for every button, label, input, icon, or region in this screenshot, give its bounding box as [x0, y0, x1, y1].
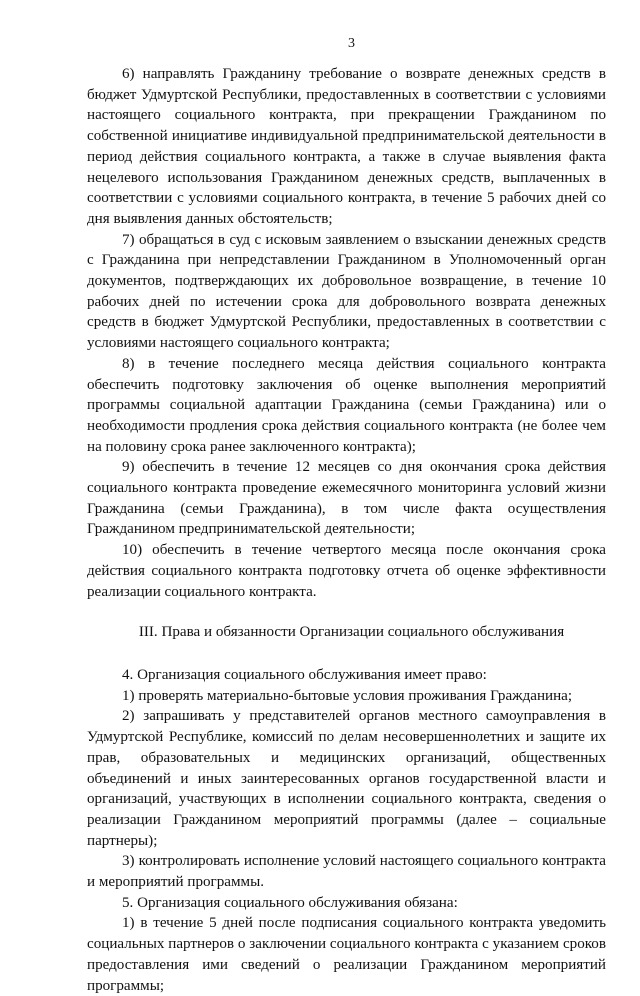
- page-number: 3: [348, 36, 355, 51]
- section-heading: III. Права и обязанности Организации социального обслуживания: [138, 624, 565, 641]
- paragraph-item-9: 9) обеспечить в течение 12 месяцев со дня окончания срока действия социального контракта проведение ежемесячного мониторинга условий жизни Гражданина (семьи Гражданина), в том числе факта осуществления Гражданином предпринимательской деятельности;: [87, 459, 606, 538]
- obligations-list-continued: [87, 64, 606, 602]
- clause-4-intro: 4. Организация социального обслуживания имеет право:: [122, 666, 487, 683]
- clause-4-item-3: 3) контролировать исполнение условий настоящего социального контракта и мероприятий программы.: [87, 853, 606, 891]
- clause-5-item-1: 1) в течение 5 дней после подписания социального контракта уведомить социальных партнеров о заключении социального контракта с указанием сроков предоставления ими сведений о реализации Гражданином мероприятий программы;: [87, 915, 606, 994]
- clause-4-item-2: 2) запрашивать у представителей органов местного самоуправления в Удмуртской Республике, комиссий по делам несовершеннолетних и защите их прав, образовательных и медицинских организаций, общественных объединений и иных заинтересованных органов государственной власти и организаций, участвующих в исполнении социального контракта, сведения о реализации Гражданином мероприятий программы (далее – социальные партнеры);: [87, 708, 606, 849]
- paragraph-item-10: 10) обеспечить в течение четвертого месяца после окончания срока действия социального контракта подготовку отчета об оценке эффективности реализации социального контракта.: [87, 542, 606, 600]
- clause-4-item-1: 1) проверять материально-бытовые условия проживания Гражданина;: [122, 687, 573, 704]
- organization-rights-section: [87, 665, 606, 996]
- paragraph-item-8: 8) в течение последнего месяца действия социального контракта обеспечить подготовку заключения об оценке выполнения мероприятий программы социальной адаптации Гражданина (семьи Гражданина) или о необходимости продления срока действия социального контракта (не более чем на половину срока ранее заключенного контракта);: [87, 355, 606, 455]
- paragraph-item-7: 7) обращаться в суд с исковым заявлением о взыскании денежных средств с Гражданина при непредставлении Гражданином в Уполномоченный орган документов, подтверждающих их добровольное возвращение, в течение 10 рабочих дней по истечении срока для добровольного возврата денежных средств в бюджет Удмуртской Республики, предоставленных в соответствии с условиями настоящего социального контракта;: [87, 231, 606, 352]
- paragraph-item-6: 6) направлять Гражданину требование о возврате денежных средств в бюджет Удмуртской Республики, предоставленных в соответствии с условиями настоящего социального контракта, при прекращении Гражданином по собственной инициативе индивидуальной предпринимательской деятельности в период действия социального контракта, а также в случае выявления факта нецелевого использования Гражданином денежных средств, выплаченных в соответствии с условиями социального контракта, в течение 5 рабочих дней со дня выявления данных обстоятельств;: [87, 66, 606, 227]
- clause-5-intro: 5. Организация социального обслуживания обязана:: [122, 894, 458, 911]
